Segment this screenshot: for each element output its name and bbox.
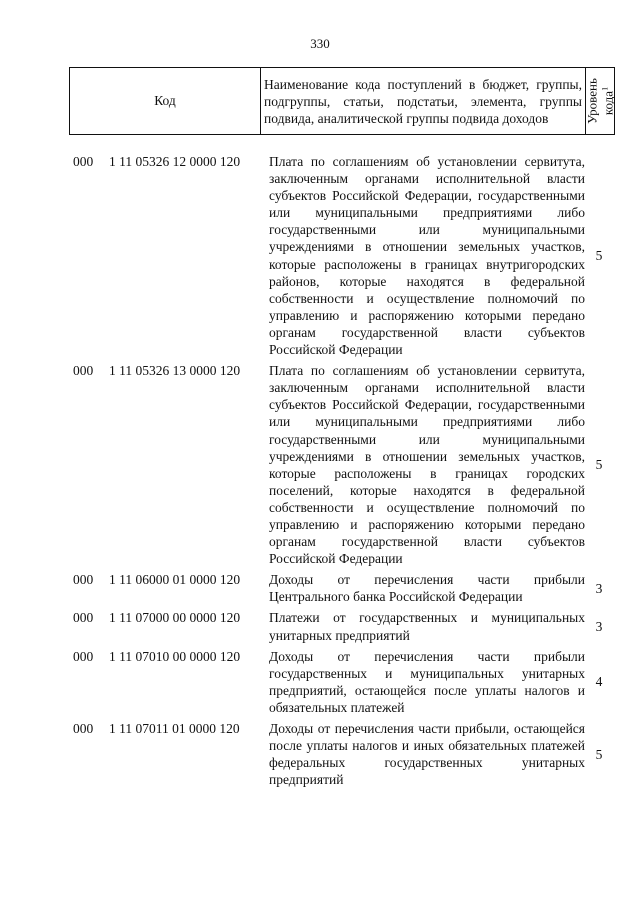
table-row xyxy=(73,648,613,716)
header-name-cell xyxy=(261,68,586,135)
header-name-label: Наименование кода поступлений в бюджет, группы, подгруппы, статьи, подстатьи, элемента, группы подвида, аналитической группы подвида доходов xyxy=(264,76,582,126)
table-row xyxy=(73,720,613,788)
header-level-cell xyxy=(586,68,615,135)
table-row xyxy=(73,571,613,605)
row-admin-code: 000 xyxy=(73,721,94,736)
header-level-footnote: 1 xyxy=(600,86,610,91)
row-name: Доходы от перечисления части прибыли государственных и муниципальных унитарных предприятий, остающейся после уплаты налогов и обязательных платежей xyxy=(269,648,585,715)
header-level-word: Уровень xyxy=(584,78,600,124)
row-name: Доходы от перечисления части прибыли Центрального банка Российской Федерации xyxy=(269,572,585,605)
row-level: 5 xyxy=(595,457,603,473)
row-admin-code: 000 xyxy=(73,610,94,626)
row-level: 5 xyxy=(595,746,603,762)
header-code-cell xyxy=(70,68,261,135)
header-level-label xyxy=(585,78,614,124)
header-code-label: Код xyxy=(154,93,176,108)
table-row xyxy=(73,609,613,643)
row-admin-code: 000 xyxy=(73,572,94,588)
row-name: Платежи от государственных и муниципальных унитарных предприятий xyxy=(269,610,585,643)
table-row xyxy=(73,153,613,358)
row-name: Доходы от перечисления части прибыли, остающейся после уплаты налогов и иных обязательных платежей федеральных государственных унитарных предприятий xyxy=(269,721,585,788)
page-number: 330 xyxy=(310,36,330,51)
table-header xyxy=(69,67,615,135)
row-name: Плата по соглашениям об установлении сервитута, заключенным органами исполнительной власти субъектов Российской Федерации, государственными или муниципальными предприятиями либо государственными или муниципальными учреждениями в отношении земельных участков, которые расположены в границах внутригородских районов, которые находятся в федеральной собственности и осуществление полномочий по управлению и распоряжению которыми передано органам государственной власти субъектов Российской Федерации xyxy=(269,154,585,358)
row-admin-code: 000 xyxy=(73,648,94,664)
row-level: 3 xyxy=(595,580,603,596)
table-row xyxy=(73,362,613,567)
row-level: 3 xyxy=(595,619,603,635)
row-income-code: 1 11 07000 00 0000 120 xyxy=(109,610,241,626)
row-level: 4 xyxy=(595,674,603,690)
row-name: Плата по соглашениям об установлении сервитута, заключенным органами исполнительной власти субъектов Российской Федерации, государственными или муниципальными предприятиями либо государственными или муниципальными учреждениями в отношении земельных участков, которые расположены в границах городских поселений, которые находятся в федеральной собственности и осуществление полномочий по управлению и распоряжению которыми передано органам государственной власти субъектов Российской Федерации xyxy=(269,363,585,567)
table-body xyxy=(73,153,613,792)
row-income-code: 1 11 07010 00 0000 120 xyxy=(109,648,241,664)
row-income-code: 1 11 07011 01 0000 120 xyxy=(109,721,240,736)
row-income-code: 1 11 06000 01 0000 120 xyxy=(109,572,241,588)
row-income-code: 1 11 05326 13 0000 120 xyxy=(109,363,241,379)
row-level: 5 xyxy=(595,248,603,264)
row-income-code: 1 11 05326 12 0000 120 xyxy=(109,154,241,169)
row-admin-code: 000 xyxy=(73,154,94,169)
row-admin-code: 000 xyxy=(73,363,94,379)
header-level-code-word: кода xyxy=(600,90,616,116)
